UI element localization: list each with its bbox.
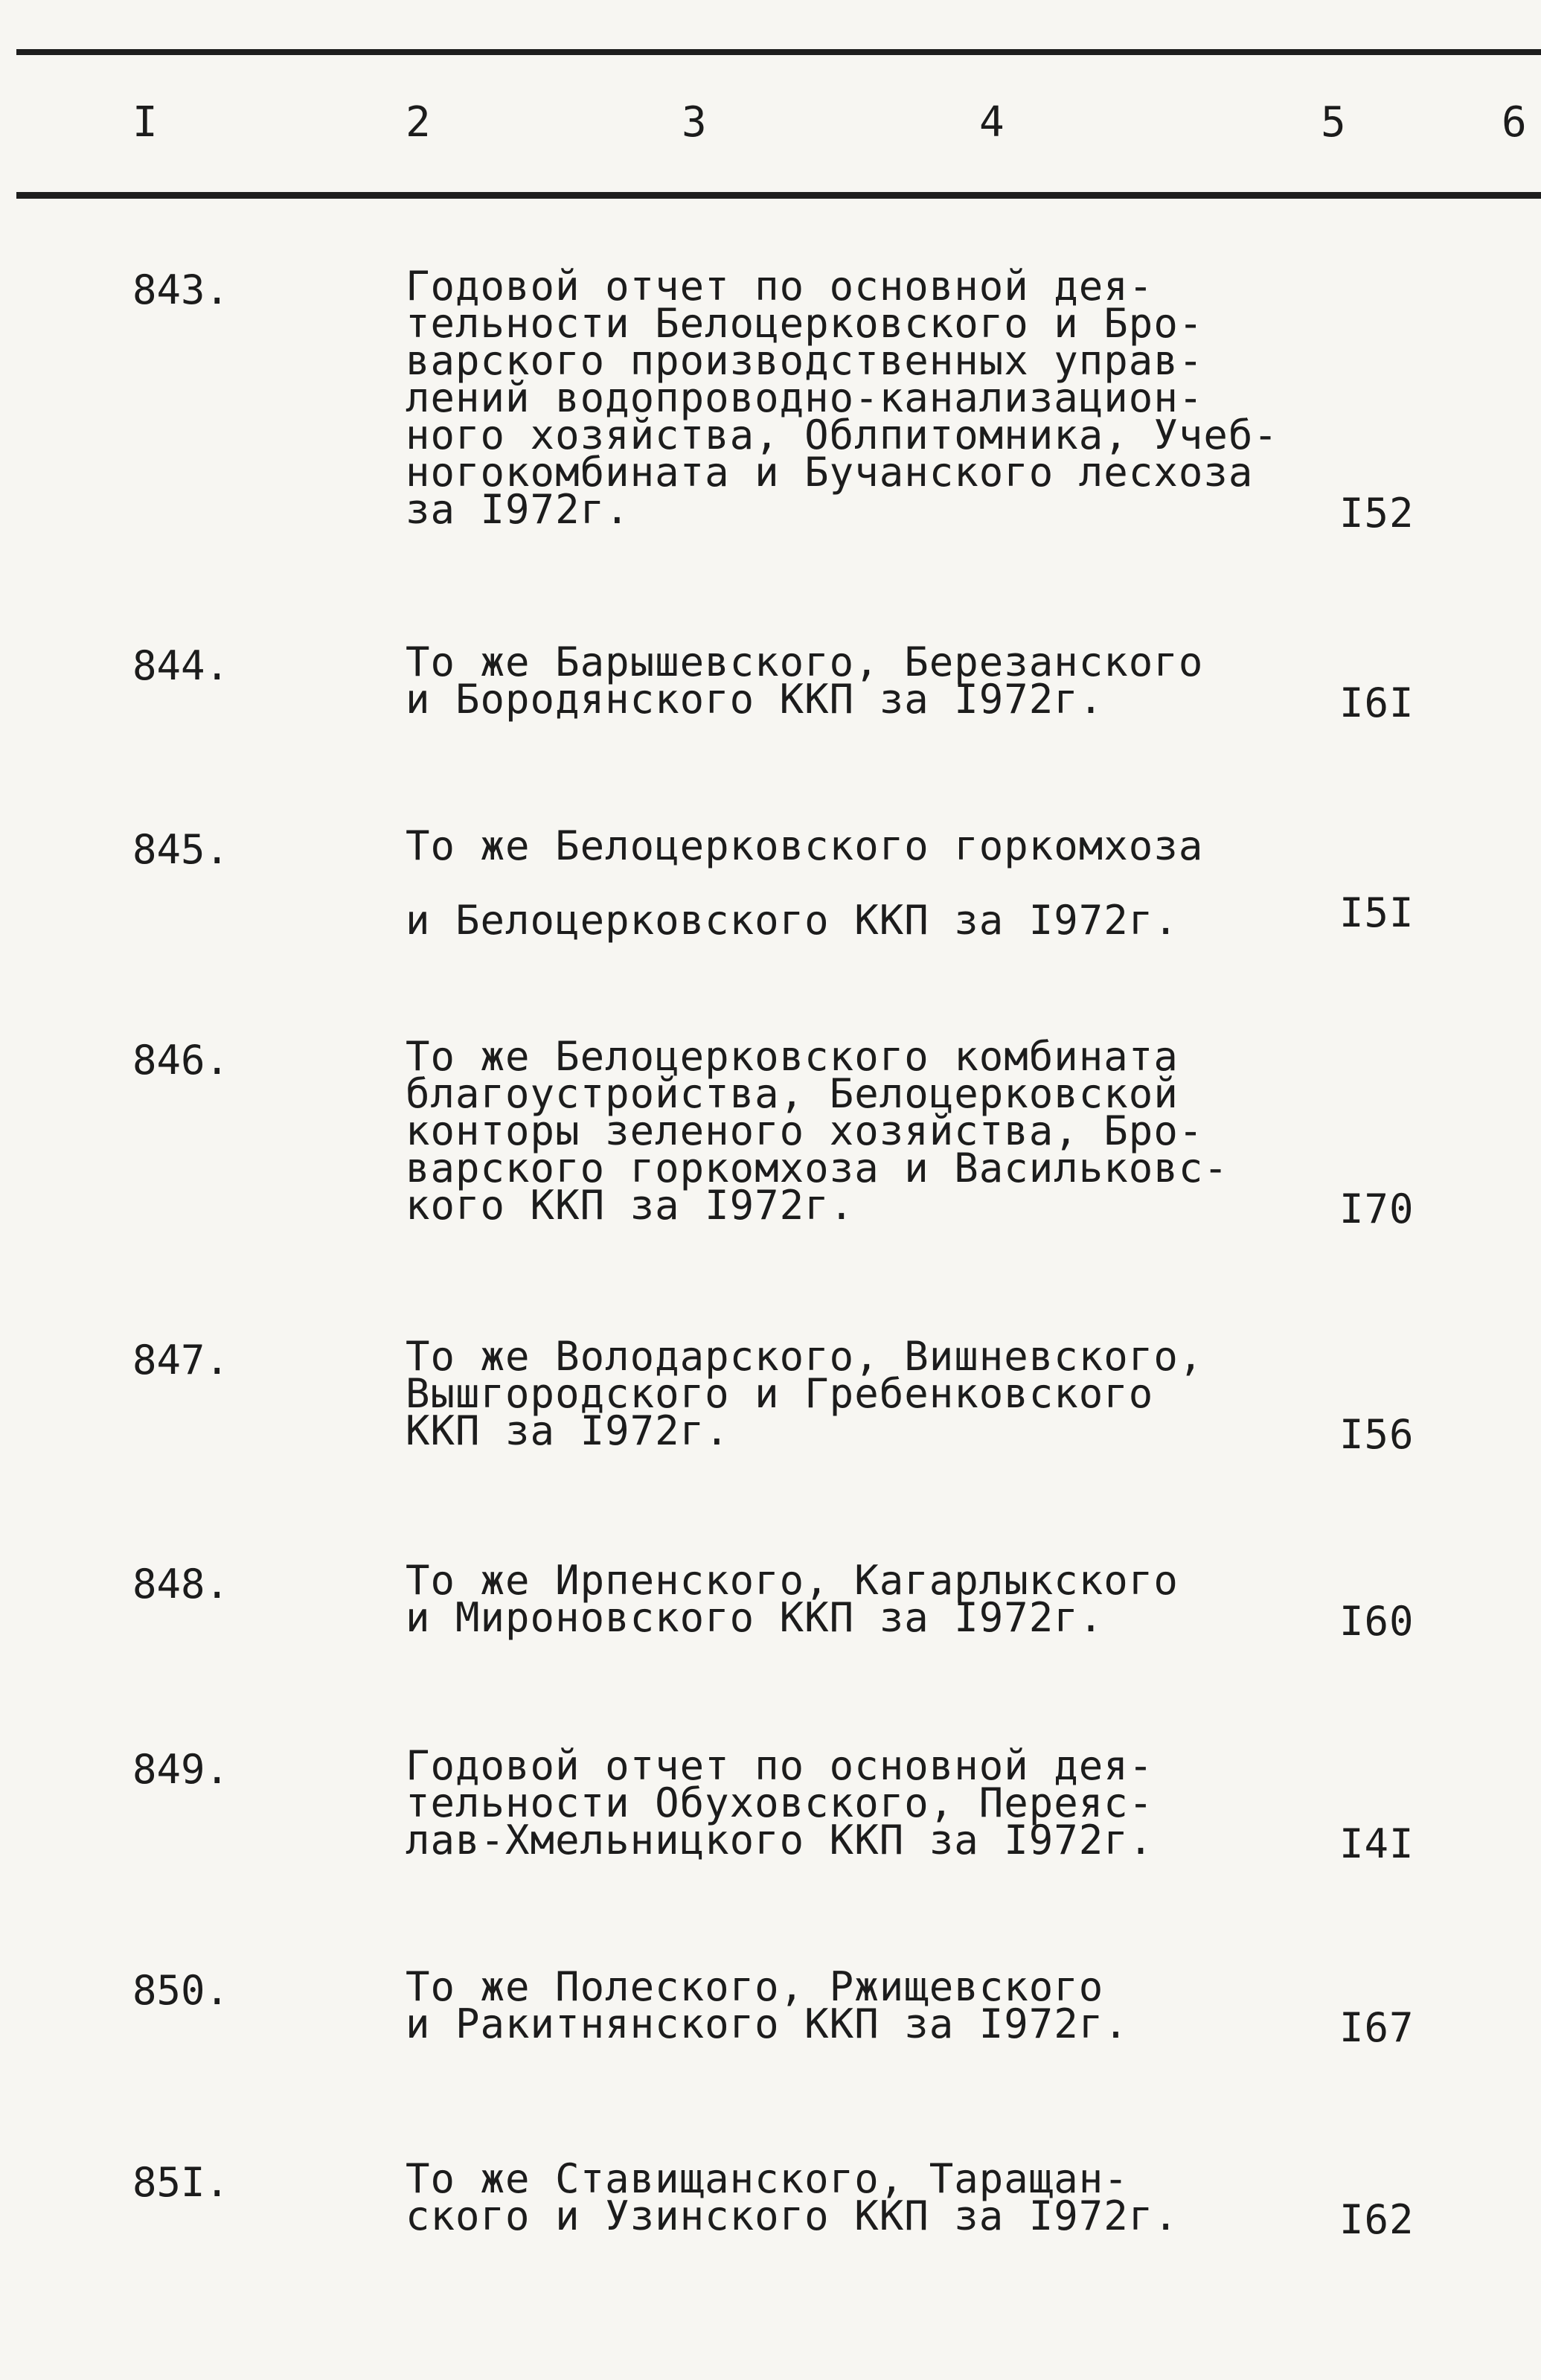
column-number-3: 3	[682, 98, 708, 147]
item-description	[406, 1033, 1254, 1229]
item-number: 849.	[132, 1746, 230, 1793]
description-line: То же Барышевского, Березанского	[406, 639, 1204, 685]
sheet-count: I70	[1339, 1186, 1415, 1232]
description-line: за I972г.	[406, 486, 630, 533]
description-line: То же Володарского, Вишневского,	[406, 1333, 1204, 1380]
item-description	[406, 639, 1254, 723]
top-rule	[16, 49, 1541, 55]
item-number: 85I.	[132, 2159, 230, 2206]
item-description	[406, 263, 1278, 533]
description-line: ного хозяйства, Облпитомника, Учеб-	[406, 412, 1278, 458]
description-line: Вышгородского и Гребенковского	[406, 1370, 1154, 1417]
item-number: 850.	[132, 1967, 230, 2014]
sheet-count: I67	[1339, 2004, 1415, 2051]
item-number: 844.	[132, 642, 230, 689]
description-line: Годовой отчет по основной дея-	[406, 1742, 1154, 1789]
description-line: кого ККП за I972г.	[406, 1182, 855, 1229]
sheet-count: I4I	[1339, 1820, 1415, 1867]
item-number: 846.	[132, 1037, 230, 1084]
item-description	[406, 1963, 1254, 2047]
sheet-count: I52	[1339, 490, 1415, 537]
description-line: ского и Узинского ККП за I972г.	[406, 2192, 1179, 2239]
sheet-count: I5I	[1339, 889, 1415, 936]
description-line: То же Белоцерковского комбината	[406, 1033, 1179, 1080]
description-line: варского производственных управ-	[406, 337, 1204, 384]
column-number-5: 5	[1321, 98, 1348, 147]
description-line: ККП за I972г.	[406, 1407, 730, 1454]
description-line: и Белоцерковского ККП за I972г.	[406, 897, 1179, 944]
item-description	[406, 1557, 1254, 1641]
description-line: тельности Белоцерковского и Бро-	[406, 300, 1204, 347]
column-number-4: 4	[979, 98, 1006, 147]
description-line: конторы зеленого хозяйства, Бро-	[406, 1107, 1204, 1154]
description-line: То же Ирпенского, Кагарлыкского	[406, 1557, 1179, 1604]
item-description	[406, 2155, 1254, 2239]
sheet-count: I56	[1339, 1411, 1415, 1458]
sheet-count: I6I	[1339, 679, 1415, 726]
column-number-6: 6	[1502, 98, 1528, 147]
description-line: и Бородянского ККП за I972г.	[406, 676, 1104, 723]
description-line: То же Полеского, Ржищевского	[406, 1963, 1104, 2010]
item-number: 847.	[132, 1337, 230, 1383]
sheet-count: I60	[1339, 1598, 1415, 1645]
sheet-count: I62	[1339, 2196, 1415, 2243]
header-rule	[16, 192, 1541, 199]
item-number: 843.	[132, 266, 230, 313]
item-number: 845.	[132, 826, 230, 873]
item-number: 848.	[132, 1561, 230, 1608]
description-line: То же Ставищанского, Таращан-	[406, 2155, 1129, 2202]
description-line: То же Белоцерковского горкомхоза	[406, 822, 1204, 869]
description-line: варского горкомхоза и Васильковс-	[406, 1145, 1228, 1191]
item-description	[406, 822, 1254, 944]
description-line: лав-Хмельницкого ККП за I972г.	[406, 1817, 1154, 1864]
column-number-2: 2	[406, 98, 432, 147]
item-description	[406, 1742, 1254, 1864]
description-line: лений водопроводно-канализацион-	[406, 374, 1204, 421]
description-line: благоустройства, Белоцерковской	[406, 1070, 1179, 1117]
description-line: и Ракитнянского ККП за I972г.	[406, 2000, 1129, 2047]
description-line: ногокомбината и Бучанского лесхоза	[406, 449, 1254, 496]
item-description	[406, 1333, 1254, 1454]
column-number-1: I	[132, 98, 159, 147]
description-line: Годовой отчет по основной дея-	[406, 263, 1154, 310]
description-line: тельности Обуховского, Переяс-	[406, 1779, 1154, 1826]
description-line: и Мироновского ККП за I972г.	[406, 1594, 1104, 1641]
